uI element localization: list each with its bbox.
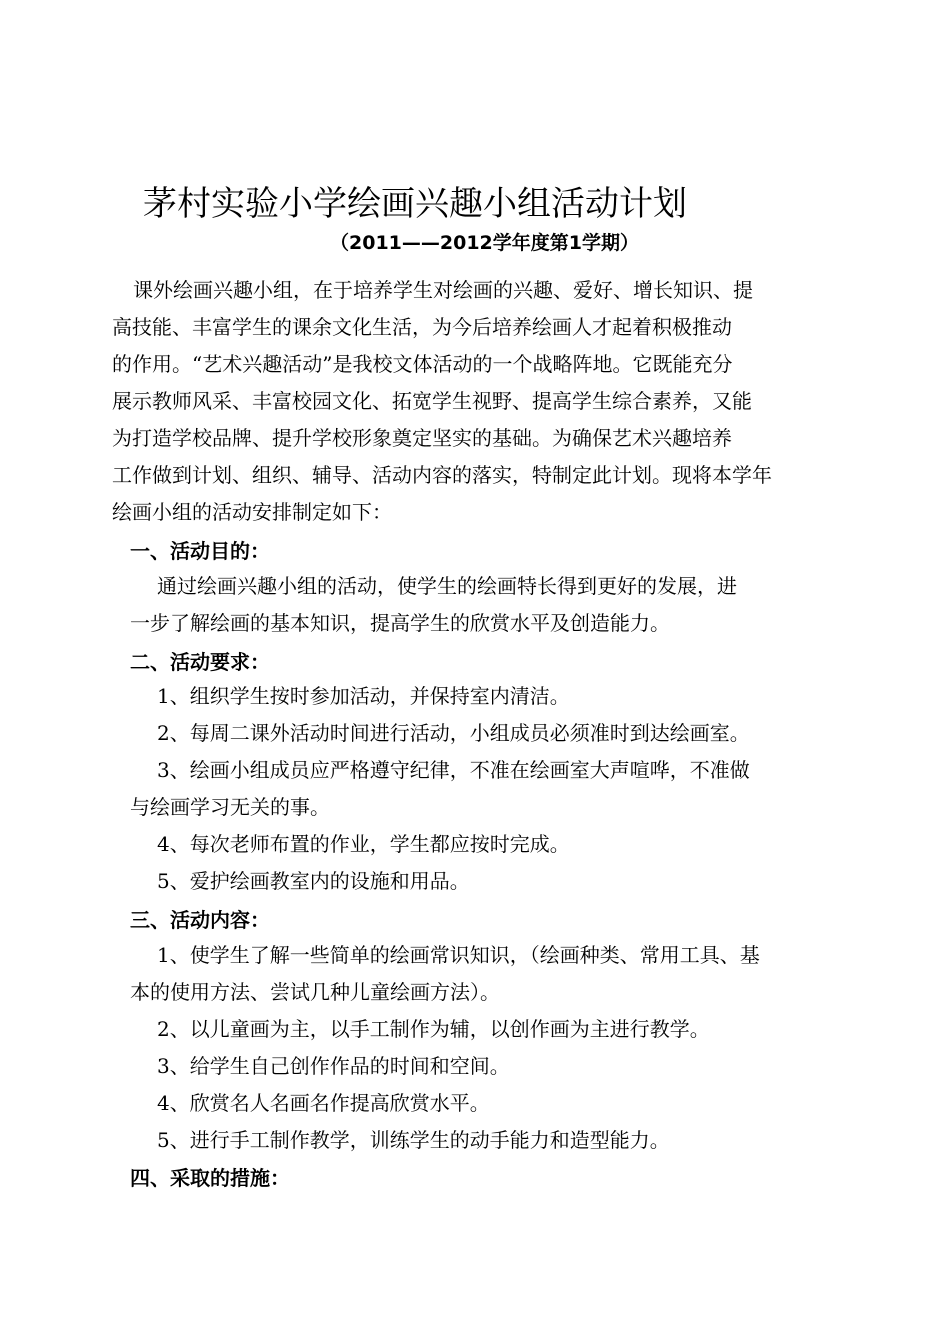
section-line: 4、每次老师布置的作业，学生都应按时完成。 [157, 832, 570, 856]
document-title: 茅村实验小学绘画兴趣小组活动计划 [143, 184, 687, 224]
section-heading: 一、活动目的： [130, 539, 270, 563]
section-heading: 四、采取的措施： [130, 1166, 290, 1190]
intro-line: 为打造学校品牌、提升学校形象奠定坚实的基础。为确保艺术兴趣培养 [112, 426, 732, 450]
section-line: 3、绘画小组成员应严格遵守纪律，不准在绘画室大声喧哗，不准做 [157, 758, 750, 782]
intro-line: 课外绘画兴趣小组，在于培养学生对绘画的兴趣、爱好、增长知识、提 [133, 278, 753, 302]
section-line: 与绘画学习无关的事。 [130, 795, 330, 819]
section-line: 4、欣赏名人名画名作提高欣赏水平。 [157, 1091, 490, 1115]
document-subtitle: （2011——2012学年度第1学期） [330, 232, 639, 254]
section-line: 2、每周二课外活动时间进行活动，小组成员必须准时到达绘画室。 [157, 721, 750, 745]
section-line: 1、使学生了解一些简单的绘画常识知识，（绘画种类、常用工具、基 [157, 943, 760, 967]
section-line: 一步了解绘画的基本知识，提高学生的欣赏水平及创造能力。 [130, 611, 670, 635]
intro-line: 高技能、丰富学生的课余文化生活，为今后培养绘画人才起着积极推动 [112, 315, 732, 339]
intro-line: 绘画小组的活动安排制定如下： [112, 500, 392, 524]
intro-line: 的作用。“艺术兴趣活动”是我校文体活动的一个战略阵地。它既能充分 [112, 352, 733, 376]
section-line: 5、爱护绘画教室内的设施和用品。 [157, 869, 470, 893]
section-line: 本的使用方法、尝试几种儿童绘画方法）。 [130, 980, 500, 1004]
section-heading: 二、活动要求： [130, 650, 270, 674]
section-line: 1、组织学生按时参加活动，并保持室内清洁。 [157, 684, 570, 708]
intro-line: 展示教师风采、丰富校园文化、拓宽学生视野、提高学生综合素养，又能 [112, 389, 752, 413]
section-heading: 三、活动内容： [130, 908, 270, 932]
intro-line: 工作做到计划、组织、辅导、活动内容的落实，特制定此计划。现将本学年 [112, 463, 772, 487]
section-line: 通过绘画兴趣小组的活动，使学生的绘画特长得到更好的发展，进 [157, 574, 737, 598]
section-line: 2、以儿童画为主，以手工制作为辅，以创作画为主进行教学。 [157, 1017, 710, 1041]
section-line: 3、给学生自己创作作品的时间和空间。 [157, 1054, 510, 1078]
section-line: 5、进行手工制作教学，训练学生的动手能力和造型能力。 [157, 1128, 670, 1152]
